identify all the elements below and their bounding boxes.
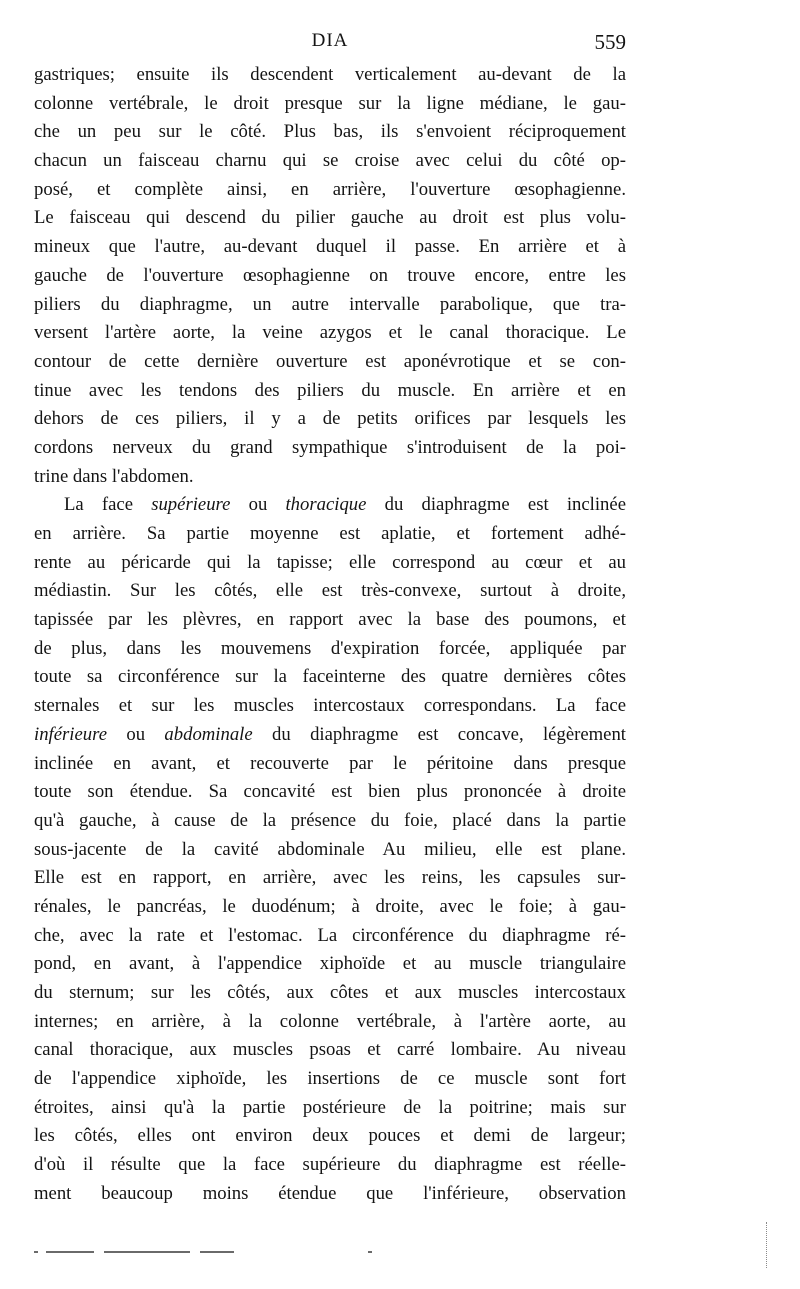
text-line: canal thoracique, aux muscles psoas et carré lombaire. Au niveau [34, 1039, 626, 1061]
text-line: d'où il résulte que la face supérieure du diaphragme est réelle- [34, 1154, 626, 1176]
text-run: du diaphragme est inclinée [366, 494, 626, 516]
scan-mark [368, 1251, 372, 1253]
text-line: tapissée par les plèvres, en rapport avec la base des poumons, et [34, 609, 626, 631]
page-number: 559 [594, 30, 626, 54]
text-line: inclinée en avant, et recouverte par le péritoine dans presque [34, 752, 626, 774]
text-line: du sternum; sur les côtés, aux côtes et aux muscles intercostaux [34, 982, 626, 1003]
scan-mark [34, 1251, 38, 1253]
text-line: Le faisceau qui descend du pilier gauche au droit est plus volu- [34, 207, 626, 229]
text-line: mineux que l'autre, au-devant duquel il passe. En arrière et à [34, 236, 626, 258]
italic-term: inférieure [34, 723, 107, 745]
text-line: qu'à gauche, à cause de la présence du foie, placé dans la partie [34, 809, 626, 831]
text-line: de plus, dans les mouvemens d'expiration forcée, appliquée par [34, 637, 626, 659]
text-run: ou [107, 723, 165, 745]
italic-term: thoracique [285, 494, 367, 516]
text-line: che un peu sur le côté. Plus bas, ils s'envoient réciproquement [34, 121, 626, 143]
running-header [34, 30, 626, 60]
text-line: gastriques; ensuite ils descendent verticalement au-devant de la [34, 64, 626, 85]
page-edge-mark [766, 1222, 768, 1268]
text-run: La face [64, 494, 152, 516]
text-line: versent l'artère aorte, la veine azygos et le canal thoracique. Le [34, 322, 626, 344]
scan-mark [104, 1251, 190, 1253]
text-line: pond, en avant, à l'appendice xiphoïde et au muscle triangulaire [34, 953, 626, 975]
text-line: chacun un faisceau charnu qui se croise avec celui du côté op- [34, 150, 626, 172]
text-line: ment beaucoup moins étendue que l'inférieure, observation [34, 1182, 626, 1204]
text-line: dehors de ces piliers, il y a de petits orifices par lesquels les [34, 408, 626, 430]
scan-mark [200, 1251, 234, 1253]
text-line: rénales, le pancréas, le duodénum; à droite, avec le foie; à gau- [34, 895, 626, 917]
text-line: rente au péricarde qui la tapisse; elle correspond au cœur et au [34, 551, 626, 573]
text-line: sternales et sur les muscles intercostaux correspondans. La face [34, 695, 626, 717]
text-line [34, 721, 626, 750]
text-line: gauche de l'ouverture œsophagienne on trouve encore, entre les [34, 264, 626, 286]
scan-mark [46, 1251, 94, 1253]
text-line: sous-jacente de la cavité abdominale Au milieu, elle est plane. [34, 838, 626, 860]
text-line: cordons nerveux du grand sympathique s'introduisent de la poi- [34, 436, 626, 458]
italic-term: supérieure [151, 494, 231, 516]
text-line: de l'appendice xiphoïde, les insertions de ce muscle sont fort [34, 1068, 626, 1090]
running-title: DIA [311, 30, 349, 51]
text-line: tinue avec les tendons des piliers du muscle. En arrière et en [34, 379, 626, 401]
text-line: en arrière. Sa partie moyenne est aplatie, et fortement adhé- [34, 523, 626, 544]
text-line [34, 491, 626, 520]
text-line: che, avec la rate et l'estomac. La circonférence du diaphragme ré- [34, 924, 626, 946]
text-line: Elle est en rapport, en arrière, avec les reins, les capsules sur- [34, 867, 626, 889]
text-line: contour de cette dernière ouverture est aponévrotique et se con- [34, 350, 626, 372]
bleed-through-marks [34, 1251, 374, 1257]
text-line: colonne vertébrale, le droit presque sur la ligne médiane, le gau- [34, 92, 626, 114]
text-line: posé, et complète ainsi, en arrière, l'ouverture œsophagienne. [34, 178, 626, 200]
text-line: piliers du diaphragme, un autre intervalle parabolique, que tra- [34, 293, 626, 315]
text-line: toute son étendue. Sa concavité est bien plus prononcée à droite [34, 781, 626, 803]
text-line: trine dans l'abdomen. [34, 465, 194, 487]
italic-term: abdominale [164, 723, 253, 745]
text-line: médiastin. Sur les côtés, elle est très-convexe, surtout à droite, [34, 580, 626, 602]
text-line: étroites, ainsi qu'à la partie postérieure de la poitrine; mais sur [34, 1096, 626, 1118]
body-text [34, 61, 626, 1209]
text-line: toute sa circonférence sur la faceinterne des quatre dernières côtes [34, 666, 626, 688]
text-run: du diaphragme est concave, légèrement [252, 723, 626, 745]
text-run: ou [230, 494, 286, 516]
text-line: internes; en arrière, à la colonne vertébrale, à l'artère aorte, au [34, 1010, 626, 1032]
text-line: les côtés, elles ont environ deux pouces et demi de largeur; [34, 1125, 626, 1147]
